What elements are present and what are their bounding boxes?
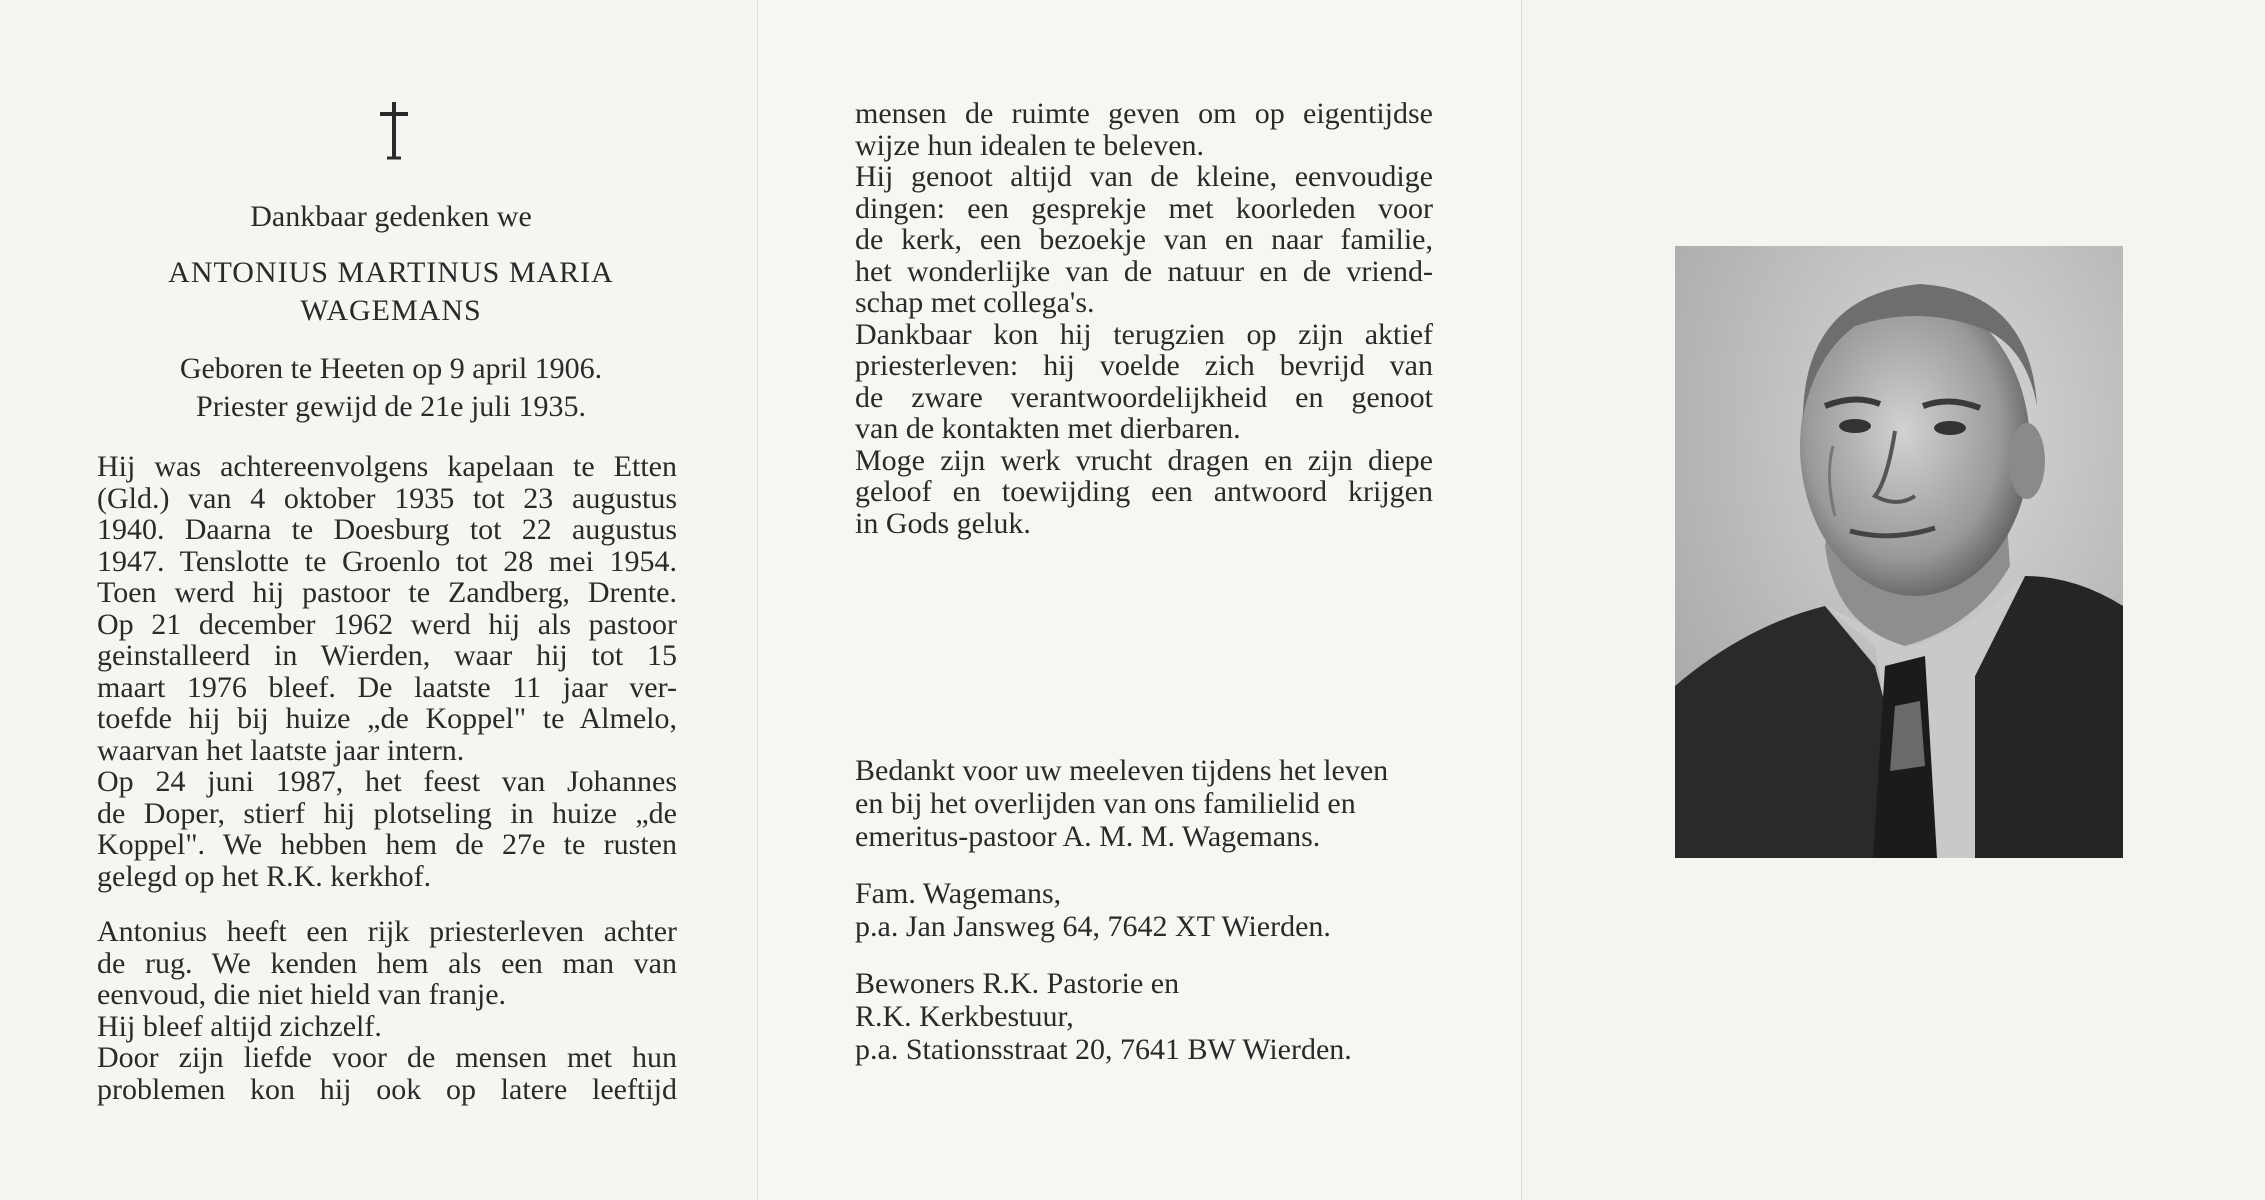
family-line: Fam. Wagemans, bbox=[855, 877, 1062, 910]
text-line: maart 1976 bleef. De laatste 11 jaar ver- bbox=[97, 670, 677, 704]
family-address: p.a. Jan Jansweg 64, 7642 XT Wierden. bbox=[855, 910, 1331, 943]
text-line: Hij was achtereenvolgens kapelaan te Etten bbox=[97, 450, 677, 483]
text-line: priesterleven: hij voelde zich bevrijd van bbox=[855, 349, 1433, 382]
thanks-line: emeritus-pastoor A. M. M. Wagemans. bbox=[855, 820, 1321, 853]
tribute-continued-paragraph bbox=[855, 98, 1433, 539]
text-line: 1947. Tenslotte te Groenlo tot 28 mei 1954. bbox=[97, 544, 677, 578]
text-line: Door zijn liefde voor de mensen met hun bbox=[97, 1041, 677, 1074]
text-line: dingen: een gesprekje met koorleden voor bbox=[855, 191, 1433, 225]
text-line: eenvoud, die niet hield van franje. bbox=[97, 978, 507, 1011]
text-line: het wonderlijke van de natuur en de vriend- bbox=[855, 254, 1433, 288]
text-line: mensen de ruimte geven om op eigentijdse bbox=[855, 97, 1433, 130]
text-line: Hij genoot altijd van de kleine, eenvoudige bbox=[855, 160, 1433, 193]
deceased-name-line2: WAGEMANS bbox=[300, 294, 482, 327]
text-line: Op 24 juni 1987, het feest van Johannes bbox=[97, 765, 677, 798]
text-line: problemen kon hij ook op latere leeftijd bbox=[97, 1072, 677, 1106]
text-line: Antonius heeft een rijk priesterleven achter bbox=[97, 915, 677, 948]
text-line: Moge zijn werk vrucht dragen en zijn diepe bbox=[855, 443, 1433, 477]
text-line: Toen werd hij pastoor te Zandberg, Drente. bbox=[97, 576, 677, 609]
text-line: in Gods geluk. bbox=[855, 506, 1031, 540]
text-line: waarvan het laatste jaar intern. bbox=[97, 733, 465, 767]
text-line: Koppel". We hebben hem de 27e te rusten bbox=[97, 828, 677, 861]
thanks-line: Bedankt voor uw meeleven tijdens het leven bbox=[855, 754, 1389, 787]
text-line: geloof en toewijding een antwoord krijgen bbox=[855, 475, 1433, 508]
birth-line: Geboren te Heeten op 9 april 1906. bbox=[179, 352, 603, 385]
text-line: (Gld.) van 4 oktober 1935 tot 23 augustus bbox=[97, 481, 677, 515]
intro-text: Dankbaar gedenken we bbox=[250, 200, 532, 233]
text-line: schap met collega's. bbox=[855, 286, 1095, 319]
text-line: Dankbaar kon hij terugzien op zijn aktief bbox=[855, 317, 1433, 351]
text-line: gelegd op het R.K. kerkhof. bbox=[97, 859, 432, 893]
text-line: van de kontakten met dierbaren. bbox=[855, 412, 1241, 445]
text-line: de Doper, stierf hij plotseling in huize „de bbox=[97, 796, 677, 830]
parish-line: Bewoners R.K. Pastorie en bbox=[855, 967, 1180, 1000]
text-line: de zware verantwoordelijkheid en genoot bbox=[855, 380, 1433, 414]
parish-line: R.K. Kerkbestuur, bbox=[855, 1000, 1074, 1033]
text-line: 1940. Daarna te Doesburg tot 22 augustus bbox=[97, 513, 677, 546]
ordination-line: Priester gewijd de 21e juli 1935. bbox=[196, 390, 586, 423]
text-line: Op 21 december 1962 werd hij als pastoor bbox=[97, 607, 677, 641]
portrait-photo bbox=[1675, 246, 2123, 858]
text-line: Hij bleef altijd zichzelf. bbox=[97, 1009, 382, 1043]
portrait-image bbox=[1675, 246, 2123, 858]
parish-address: p.a. Stationsstraat 20, 7641 BW Wierden. bbox=[855, 1033, 1352, 1066]
deceased-name-line1: ANTONIUS MARTINUS MARIA bbox=[168, 256, 614, 289]
text-line: wijze hun idealen te beleven. bbox=[855, 128, 1205, 162]
acknowledgement-block bbox=[855, 754, 1433, 1066]
text-line: toefde hij bij huize „de Koppel" te Almelo, bbox=[97, 702, 677, 735]
cross-icon bbox=[374, 100, 414, 160]
left-panel bbox=[0, 0, 758, 1200]
text-line: de kerk, een bezoekje van en naar familie, bbox=[855, 223, 1433, 256]
text-line: geinstalleerd in Wierden, waar hij tot 15 bbox=[97, 639, 677, 672]
tribute-paragraph bbox=[97, 916, 677, 1105]
biography-paragraph bbox=[97, 451, 677, 892]
text-line: de rug. We kenden hem als een man van bbox=[97, 946, 677, 980]
thanks-line: en bij het overlijden van ons familielid en bbox=[855, 787, 1356, 820]
